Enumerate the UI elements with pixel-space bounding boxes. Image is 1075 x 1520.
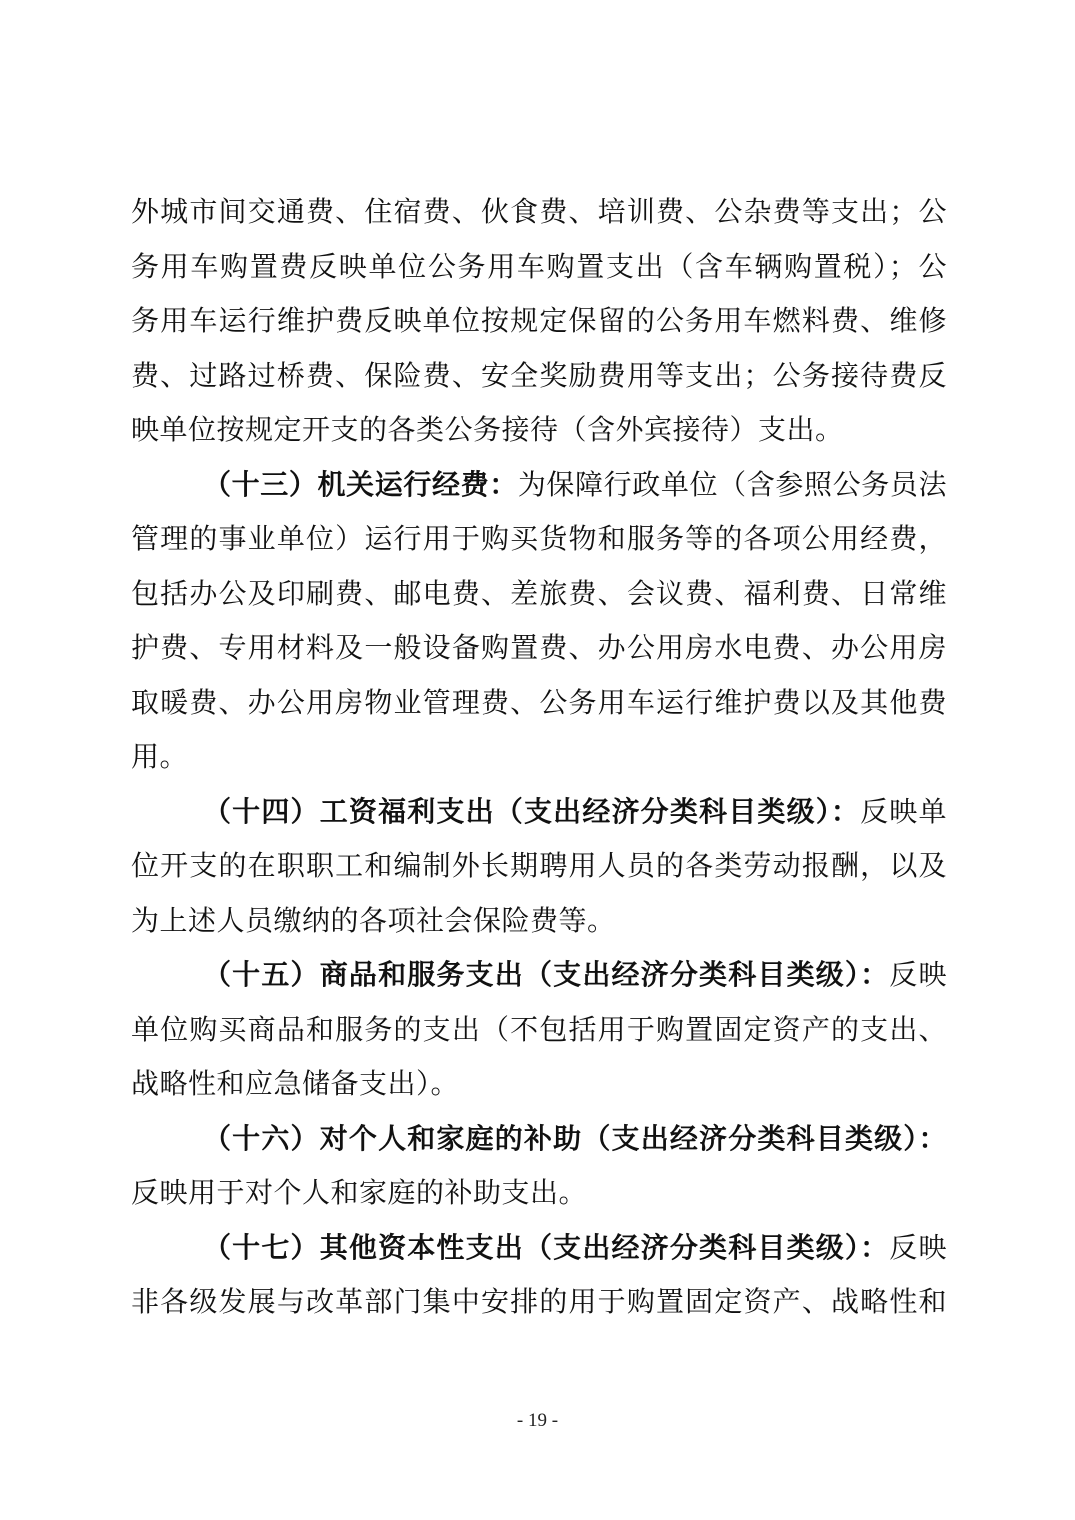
text-line: 为上述人员缴纳的各项社会保险费等。 bbox=[131, 903, 616, 937]
text-run: 反映 bbox=[889, 958, 947, 991]
text-line bbox=[131, 785, 947, 840]
text-line: 费、过路过桥费、保险费、安全奖励费用等支出；公务接待费反 bbox=[131, 358, 947, 392]
section-heading: （十三）机关运行经费： bbox=[203, 467, 518, 501]
paragraph-travel-costs bbox=[131, 185, 947, 458]
text-line: 用。 bbox=[131, 740, 189, 773]
paragraph-14 bbox=[131, 785, 947, 949]
text-run: 反映 bbox=[889, 1230, 947, 1264]
text-line: 务用车运行维护费反映单位按规定保留的公务用车燃料费、维修 bbox=[131, 304, 947, 337]
paragraph-15 bbox=[131, 948, 947, 1112]
text-line: 护费、专用材料及一般设备购置费、办公用房水电费、办公用房 bbox=[131, 631, 947, 664]
document-body bbox=[131, 185, 947, 1330]
text-line: 反映用于对个人和家庭的补助支出。 bbox=[131, 1176, 588, 1209]
text-line: 位开支的在职职工和编制外长期聘用人员的各类劳动报酬，以及 bbox=[131, 849, 947, 882]
text-line bbox=[131, 458, 947, 513]
text-line bbox=[131, 1221, 947, 1276]
text-line: 外城市间交通费、住宿费、伙食费、培训费、公杂费等支出；公 bbox=[131, 195, 947, 228]
text-run: 为保障行政单位（含参照公务员法 bbox=[517, 467, 947, 501]
section-heading: （十七）其他资本性支出（支出经济分类科目类级）： bbox=[203, 1230, 890, 1264]
paragraph-13 bbox=[131, 458, 947, 785]
text-line bbox=[131, 948, 947, 1003]
text-line: 管理的事业单位）运行用于购买货物和服务等的各项公用经费， bbox=[131, 522, 947, 555]
section-heading: （十四）工资福利支出（支出经济分类科目类级）： bbox=[203, 794, 861, 828]
paragraph-16 bbox=[131, 1112, 947, 1221]
paragraph-17 bbox=[131, 1221, 947, 1330]
text-line: 战略性和应急储备支出）。 bbox=[131, 1067, 460, 1100]
text-line: 映单位按规定开支的各类公务接待（含外宾接待）支出。 bbox=[131, 413, 844, 446]
text-line: 单位购买商品和服务的支出（不包括用于购置固定资产的支出、 bbox=[131, 1012, 947, 1046]
text-line: 非各级发展与改革部门集中安排的用于购置固定资产、战略性和 bbox=[131, 1285, 947, 1318]
text-line bbox=[131, 1112, 947, 1167]
text-line: 取暖费、办公用房物业管理费、公务用车运行维护费以及其他费 bbox=[131, 685, 947, 719]
section-heading: （十六）对个人和家庭的补助（支出经济分类科目类级）： bbox=[203, 1121, 947, 1155]
page-number: - 19 - bbox=[516, 1410, 559, 1431]
text-run: 反映单 bbox=[860, 794, 947, 828]
text-line: 务用车购置费反映单位公务用车购置支出（含车辆购置税）；公 bbox=[131, 249, 947, 283]
text-line: 包括办公及印刷费、邮电费、差旅费、会议费、福利费、日常维 bbox=[131, 576, 947, 610]
section-heading: （十五）商品和服务支出（支出经济分类科目类级）： bbox=[203, 958, 890, 991]
